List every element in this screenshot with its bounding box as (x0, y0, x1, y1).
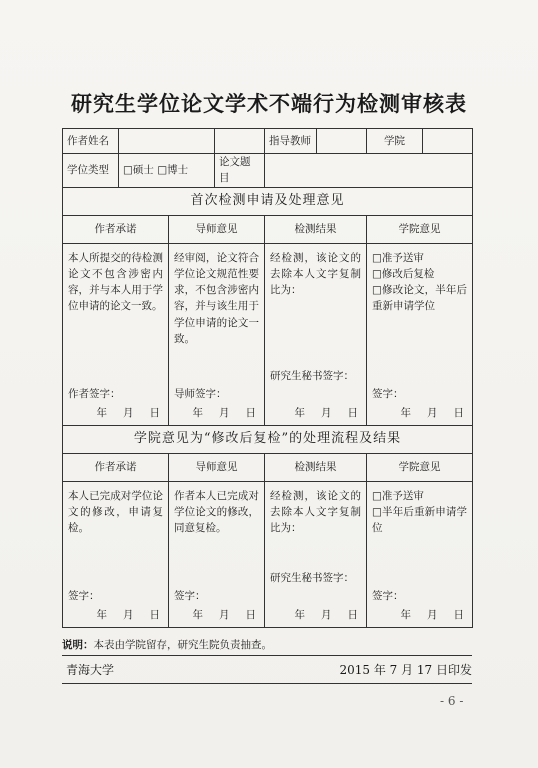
college-label: 学院 (367, 129, 423, 154)
header-row-2 (63, 154, 473, 188)
author-name-field[interactable] (119, 129, 215, 154)
section2-col-college: 学院意见 (367, 453, 473, 481)
section1-detection-cell (265, 243, 367, 425)
footer-issuer: 青海大学 (66, 663, 115, 677)
section2-advisor-date: 年 月 日 (192, 609, 256, 622)
section1-advisor-date: 年 月 日 (192, 407, 256, 420)
section1-advisor-cell (169, 243, 265, 425)
section1-body-row (63, 243, 473, 425)
section2-advisor-sign: 签字： (174, 590, 206, 603)
section2-col-author: 作者承诺 (63, 453, 169, 481)
advisor-label: 指导教师 (265, 129, 317, 154)
section1-advisor-sign: 导师签字： (174, 388, 227, 401)
section1-col-advisor: 导师意见 (169, 215, 265, 243)
advisor-field[interactable] (317, 129, 367, 154)
header-row-1 (63, 129, 473, 154)
thesis-title-field[interactable] (265, 154, 473, 188)
section1-author-text: 本人所提交的待检测论文不包含涉密内容，并与本人用于学位申请的论文一致。 (68, 251, 163, 313)
section2-detection-date: 年 月 日 (294, 609, 358, 622)
section1-college-sign: 签字： (372, 388, 404, 401)
section1-detection-date: 年 月 日 (294, 407, 358, 420)
note-text: 本表由学院留存，研究生院负责抽查。 (93, 639, 272, 651)
college-field[interactable] (423, 129, 473, 154)
section2-col-detection: 检测结果 (265, 453, 367, 481)
footer-issue-date: 2015 年 7 月 17 日印发 (339, 663, 472, 677)
section1-option-recheck[interactable]: □修改后复检 (372, 267, 435, 280)
section1-col-college: 学院意见 (367, 215, 473, 243)
author-name-label: 作者姓名 (63, 129, 119, 154)
section2-title-row (63, 425, 473, 453)
section2-secretary-sign: 研究生秘书签字： (270, 572, 354, 585)
section2-author-date: 年 月 日 (96, 609, 160, 622)
note-label: 说明： (62, 639, 94, 651)
section2-body-row (63, 481, 473, 627)
section1-col-detection: 检测结果 (265, 215, 367, 243)
section1-author-sign: 作者签字： (68, 388, 121, 401)
section2-author-sign: 签字： (68, 590, 100, 603)
doctor-checkbox[interactable]: □博士 (157, 164, 189, 177)
master-checkbox[interactable]: □硕士 (123, 164, 154, 177)
section2-detection-cell (265, 481, 367, 627)
section1-author-date: 年 月 日 (96, 407, 160, 420)
section1-col-author: 作者承诺 (63, 215, 169, 243)
footer-top-rule (62, 655, 472, 656)
section2-author-cell (63, 481, 169, 627)
section2-college-cell (367, 481, 473, 627)
section1-title: 首次检测申请及处理意见 (63, 187, 473, 215)
section1-college-cell (367, 243, 473, 425)
section2-column-headers (63, 453, 473, 481)
thesis-title-label: 论文题目 (215, 154, 265, 188)
section1-option-revise[interactable]: □修改论文，半年后重新申请学位 (372, 284, 467, 313)
section1-option-approve[interactable]: □准予送审 (372, 251, 424, 264)
advisor-name-spacer (215, 129, 265, 154)
page-number: - 6 - (440, 694, 464, 708)
section2-author-text: 本人已完成对学位论文的修改，申请复检。 (68, 489, 163, 535)
degree-options (119, 154, 215, 188)
section1-secretary-sign: 研究生秘书签字： (270, 370, 354, 383)
section2-college-sign: 签字： (372, 590, 404, 603)
form-note (62, 637, 472, 652)
section1-detection-text: 经检测，该论文的去除本人文字复制比为： (270, 251, 361, 297)
section1-column-headers (63, 215, 473, 243)
section2-option-reapply[interactable]: □半年后重新申请学位 (372, 505, 467, 535)
page-title: 研究生学位论文学术不端行为检测审核表 (71, 91, 467, 116)
section1-author-cell (63, 243, 169, 425)
degree-type-label: 学位类型 (63, 154, 119, 188)
review-form-table (62, 128, 473, 628)
section2-advisor-text: 作者本人已完成对学位论文的修改，同意复检。 (174, 489, 259, 535)
section2-col-advisor: 导师意见 (169, 453, 265, 481)
section1-college-date: 年 月 日 (400, 407, 464, 420)
section2-option-approve[interactable]: □准予送审 (372, 489, 424, 502)
section1-advisor-text: 经审阅，论文符合学位论文规范性要求，不包含涉密内容，并与该生用于学位申请的论文一致。 (174, 251, 259, 345)
section2-detection-text: 经检测，该论文的去除本人文字复制比为： (270, 489, 361, 535)
section2-college-date: 年 月 日 (400, 609, 464, 622)
section1-title-row (63, 187, 473, 215)
section2-advisor-cell (169, 481, 265, 627)
footer-bottom-rule (62, 683, 472, 684)
section2-title: 学院意见为“修改后复检”的处理流程及结果 (63, 425, 473, 453)
